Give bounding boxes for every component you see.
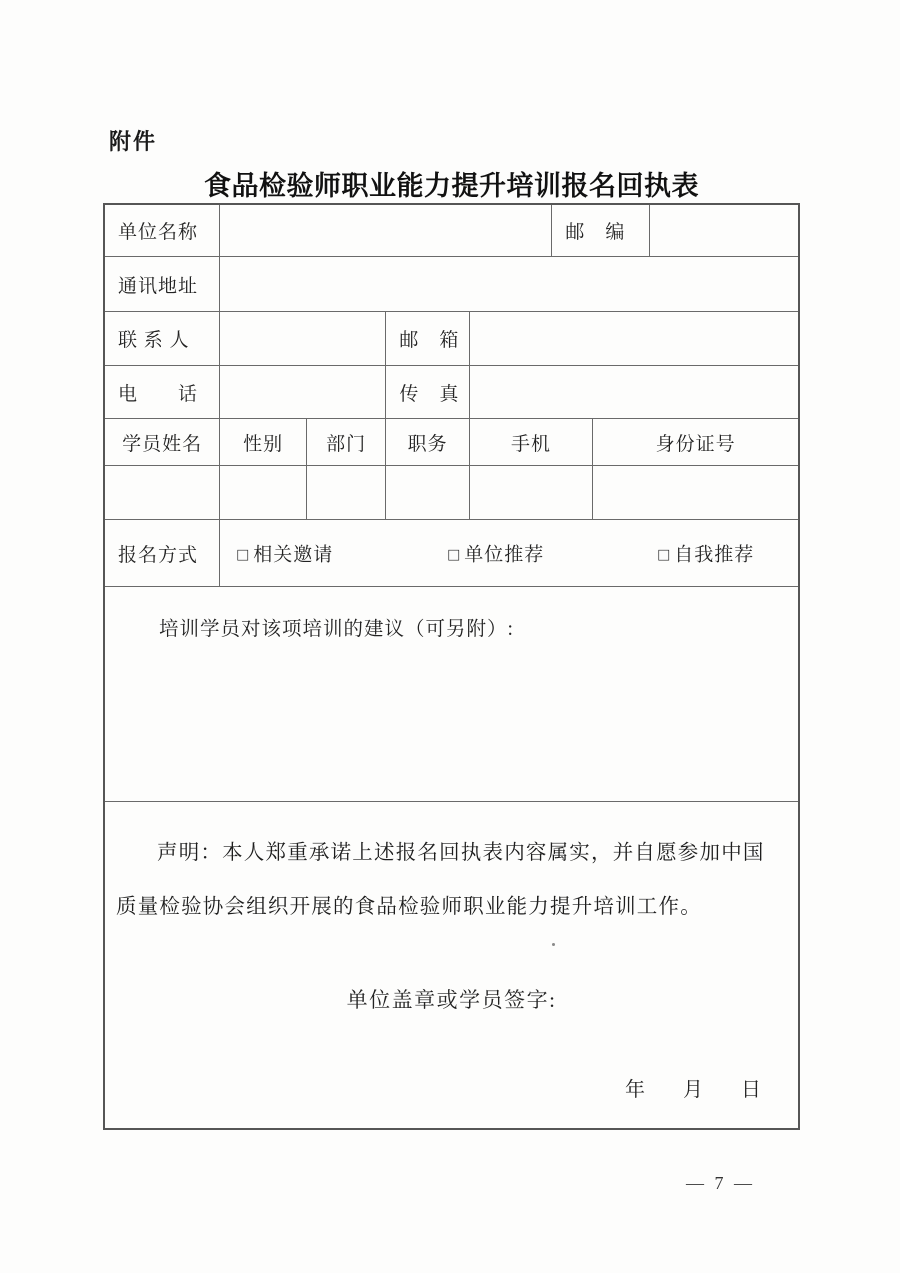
address-label: 通讯地址 bbox=[105, 257, 220, 311]
scan-speck-dot bbox=[552, 943, 555, 946]
header-id-number: 身份证号 bbox=[655, 433, 736, 455]
signature-label: 单位盖章或学员签字: bbox=[346, 988, 557, 1012]
checkbox-icon: □ bbox=[658, 544, 671, 565]
form-title: 食品检验师职业能力提升培训报名回执表 bbox=[204, 171, 699, 202]
checkbox-icon: □ bbox=[237, 544, 250, 565]
gender-cell bbox=[220, 466, 307, 519]
row-contact bbox=[105, 312, 798, 366]
postal-code-label: 邮 编 bbox=[552, 205, 650, 256]
contact-name-label: 联 系 人 bbox=[105, 312, 220, 365]
phone-label: 电 话 bbox=[105, 366, 220, 418]
student-name-cell bbox=[105, 466, 220, 519]
month-label: 月 bbox=[683, 1079, 704, 1101]
registration-method-label: 报名方式 bbox=[105, 520, 220, 586]
unit-name-input-cell bbox=[220, 205, 552, 256]
checkbox-option-label: 自我推荐 bbox=[674, 544, 755, 566]
checkbox-option-label: 相关邀请 bbox=[253, 544, 334, 566]
row-address bbox=[105, 257, 798, 312]
header-student-name: 学员姓名 bbox=[105, 419, 220, 465]
checkbox-icon: □ bbox=[448, 544, 461, 565]
day-label: 日 bbox=[741, 1079, 762, 1101]
page-number: — 7 — bbox=[686, 1173, 755, 1193]
suggestions-label: 培训学员对该项培训的建议（可另附）: bbox=[159, 619, 514, 640]
department-cell bbox=[307, 466, 387, 519]
row-suggestions bbox=[105, 587, 798, 802]
row-declaration bbox=[105, 802, 798, 1128]
student-entry-row bbox=[105, 466, 798, 520]
header-gender: 性别 bbox=[220, 419, 307, 465]
attachment-label: 附件 bbox=[109, 130, 158, 155]
address-input-cell bbox=[220, 257, 798, 311]
checkbox-option-unit-recommendation bbox=[448, 540, 544, 567]
checkbox-option-label: 单位推荐 bbox=[464, 544, 545, 566]
date-line bbox=[625, 1073, 762, 1102]
position-cell bbox=[386, 466, 470, 519]
email-label: 邮 箱 bbox=[386, 312, 470, 365]
row-registration-method bbox=[105, 520, 798, 587]
checkbox-option-self-recommendation bbox=[658, 540, 754, 567]
row-student-headers bbox=[105, 419, 798, 466]
row-phone bbox=[105, 366, 798, 419]
mobile-cell bbox=[470, 466, 593, 519]
suggestions-section bbox=[105, 587, 798, 801]
fax-label: 传 真 bbox=[386, 366, 470, 418]
fax-input-cell bbox=[470, 366, 798, 418]
declaration-section bbox=[105, 802, 798, 1128]
declaration-text: 声明：本人郑重承诺上述报名回执表内容属实，并自愿参加中国质量检验协会组织开展的食品检验师职业能力提升培训工作。 bbox=[116, 842, 765, 918]
year-label: 年 bbox=[625, 1079, 646, 1101]
header-mobile: 手机 bbox=[470, 419, 593, 465]
checkbox-option-invitation bbox=[237, 540, 333, 567]
contact-name-input-cell bbox=[220, 312, 386, 365]
id-number-cell bbox=[593, 466, 798, 519]
registration-form-table bbox=[103, 203, 800, 1130]
email-input-cell bbox=[470, 312, 798, 365]
registration-options-cell bbox=[220, 520, 798, 586]
phone-input-cell bbox=[220, 366, 386, 418]
row-unit-name bbox=[105, 205, 798, 257]
header-position: 职务 bbox=[386, 419, 470, 465]
postal-code-input-cell bbox=[650, 205, 798, 256]
header-department: 部门 bbox=[307, 419, 387, 465]
unit-name-label: 单位名称 bbox=[105, 205, 220, 256]
